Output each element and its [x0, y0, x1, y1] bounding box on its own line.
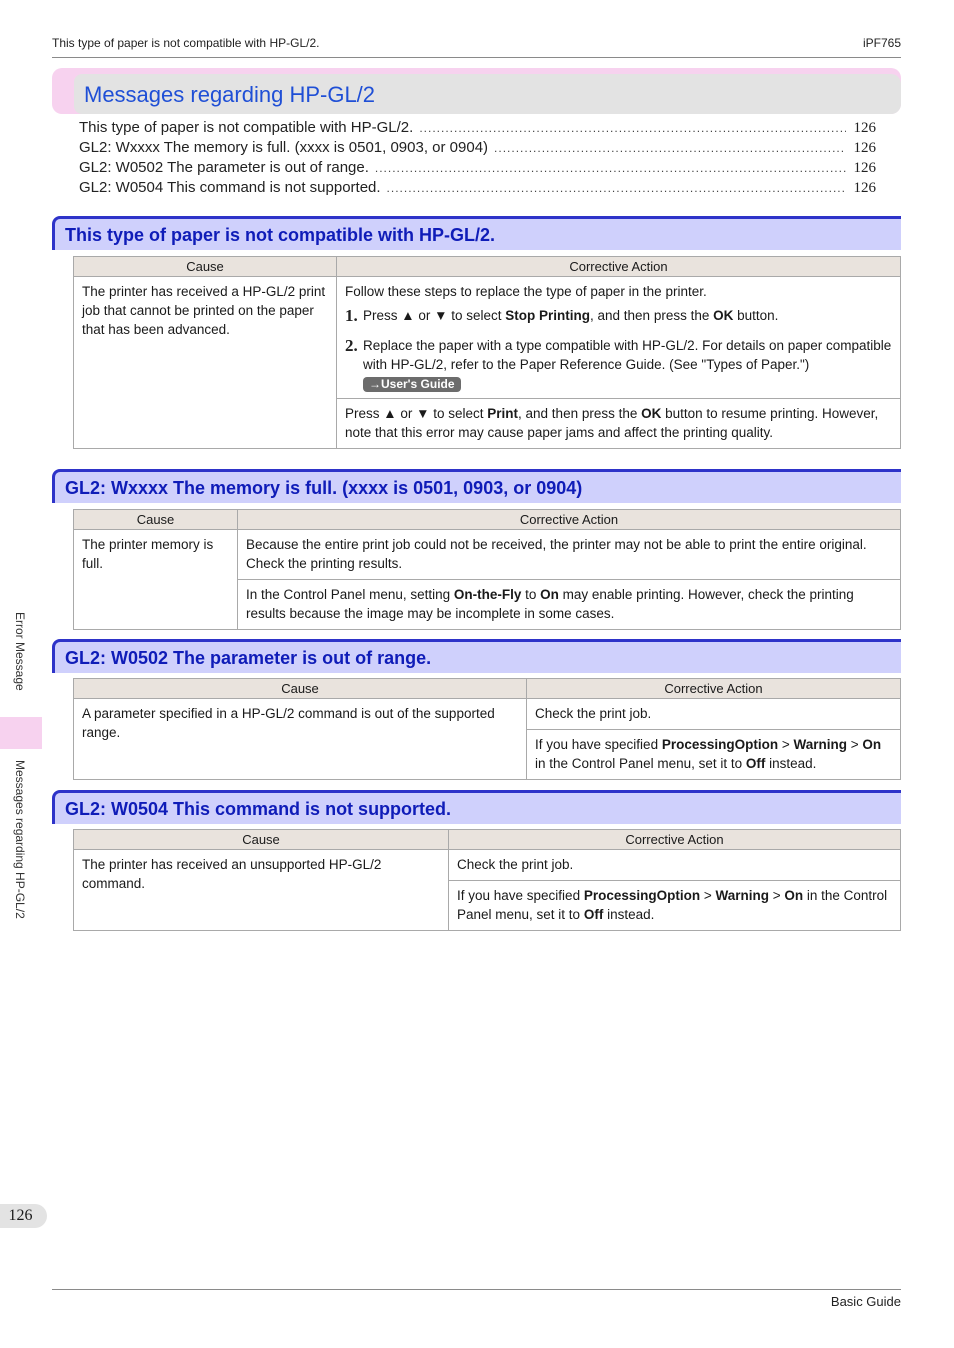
action-cell: Check the print job. [527, 699, 901, 730]
step-1: 1. Press ▲ or ▼ to select Stop Printing, and then press the OK button. [345, 306, 779, 325]
side-tab-section[interactable]: Messages regarding HP-GL/2 [13, 760, 27, 919]
table-of-contents [79, 119, 876, 199]
toc-leader [387, 181, 846, 195]
step-number: 1. [345, 306, 358, 325]
header-rule [52, 57, 901, 58]
toc-entry[interactable] [79, 119, 876, 139]
cause-cell: The printer has received a HP-GL/2 print job that cannot be printed on the paper that has been advanced. [74, 277, 337, 449]
toc-entry[interactable] [79, 179, 876, 199]
cause-cell: The printer memory is full. [74, 530, 238, 630]
toc-leader [375, 161, 846, 175]
action-cell: Check the print job. [449, 850, 901, 881]
menu-item-name: Stop Printing [505, 308, 591, 323]
action-cell: If you have specified ProcessingOption > Warning > On in the Control Panel menu, set it to Off instead. [527, 730, 901, 780]
toc-entry-page: 126 [853, 160, 876, 176]
column-header-action: Corrective Action [238, 510, 901, 530]
side-tab-chapter[interactable]: Error Message [13, 612, 27, 691]
toc-leader [419, 121, 845, 135]
step-2: 2. Replace the paper with a type compatible with HP-GL/2. For details on paper compatible with HP-GL/2, refer to the Paper Reference Guide. (See "Types of Paper.") →User's Guide [345, 336, 892, 391]
cause-cell: The printer has received an unsupported HP-GL/2 command. [74, 850, 449, 931]
section-title: GL2: Wxxxx The memory is full. (xxxx is 0501, 0903, or 0904) [65, 478, 583, 498]
action-cell: In the Control Panel menu, setting On-the-Fly to On may enable printing. However, check the printing results because the image may be incomplete in some cases. [238, 580, 901, 630]
side-tab-marker [0, 717, 42, 749]
action-intro: Follow these steps to replace the type of paper in the printer. [345, 284, 707, 299]
users-guide-link[interactable]: →User's Guide [363, 377, 461, 392]
section-heading-out-of-range [52, 639, 901, 673]
section-title: GL2: W0504 This command is not supported. [65, 799, 452, 819]
error-table-not-supported [73, 829, 901, 931]
section-heading-not-supported [52, 790, 901, 824]
action-cell: Press ▲ or ▼ to select Print, and then press the OK button to resume printing. However, note that this error may cause paper jams and affect the printing quality. [337, 399, 901, 449]
action-cell: Because the entire print job could not be received, the printer may not be able to print the entire original. Check the printing results. [238, 530, 901, 580]
running-header-title: This type of paper is not compatible with HP-GL/2. [52, 36, 320, 50]
column-header-cause: Cause [74, 679, 527, 699]
toc-entry-title: GL2: W0502 The parameter is out of range. [79, 159, 369, 176]
toc-entry-page: 126 [853, 180, 876, 196]
column-header-action: Corrective Action [337, 257, 901, 277]
step-number: 2. [345, 336, 358, 355]
error-table-memory-full [73, 509, 901, 630]
section-heading-memory-full [52, 469, 901, 503]
footer-rule [52, 1289, 901, 1290]
section-title: This type of paper is not compatible with HP-GL/2. [65, 225, 496, 245]
error-table-out-of-range [73, 678, 901, 780]
column-header-cause: Cause [74, 510, 238, 530]
footer-guide-name: Basic Guide [830, 1294, 901, 1309]
column-header-cause: Cause [74, 830, 449, 850]
toc-entry-page: 126 [853, 120, 876, 136]
action-cell: If you have specified ProcessingOption > Warning > On in the Control Panel menu, set it to Off instead. [449, 881, 901, 931]
toc-entry-title: GL2: W0504 This command is not supported. [79, 179, 381, 196]
column-header-action: Corrective Action [527, 679, 901, 699]
toc-entry[interactable] [79, 159, 876, 179]
toc-entry-title: GL2: Wxxxx The memory is full. (xxxx is 0501, 0903, or 0904) [79, 139, 489, 156]
column-header-action: Corrective Action [449, 830, 901, 850]
page-number: 126 [0, 1204, 47, 1228]
toc-entry[interactable] [79, 139, 876, 159]
cause-cell: A parameter specified in a HP-GL/2 command is out of the supported range. [74, 699, 527, 780]
section-title: GL2: W0502 The parameter is out of range. [65, 648, 432, 668]
button-name: OK [713, 308, 734, 323]
page-title: Messages regarding HP-GL/2 [84, 82, 376, 107]
running-header-model: iPF765 [862, 36, 901, 50]
toc-entry-title: This type of paper is not compatible with HP-GL/2. [79, 119, 414, 136]
column-header-cause: Cause [74, 257, 337, 277]
section-heading-paper-incompatible [52, 216, 901, 250]
action-cell [337, 277, 901, 399]
toc-entry-page: 126 [853, 140, 876, 156]
main-title-banner [52, 68, 901, 114]
toc-leader [494, 141, 845, 155]
error-table-paper-incompatible [73, 256, 901, 449]
